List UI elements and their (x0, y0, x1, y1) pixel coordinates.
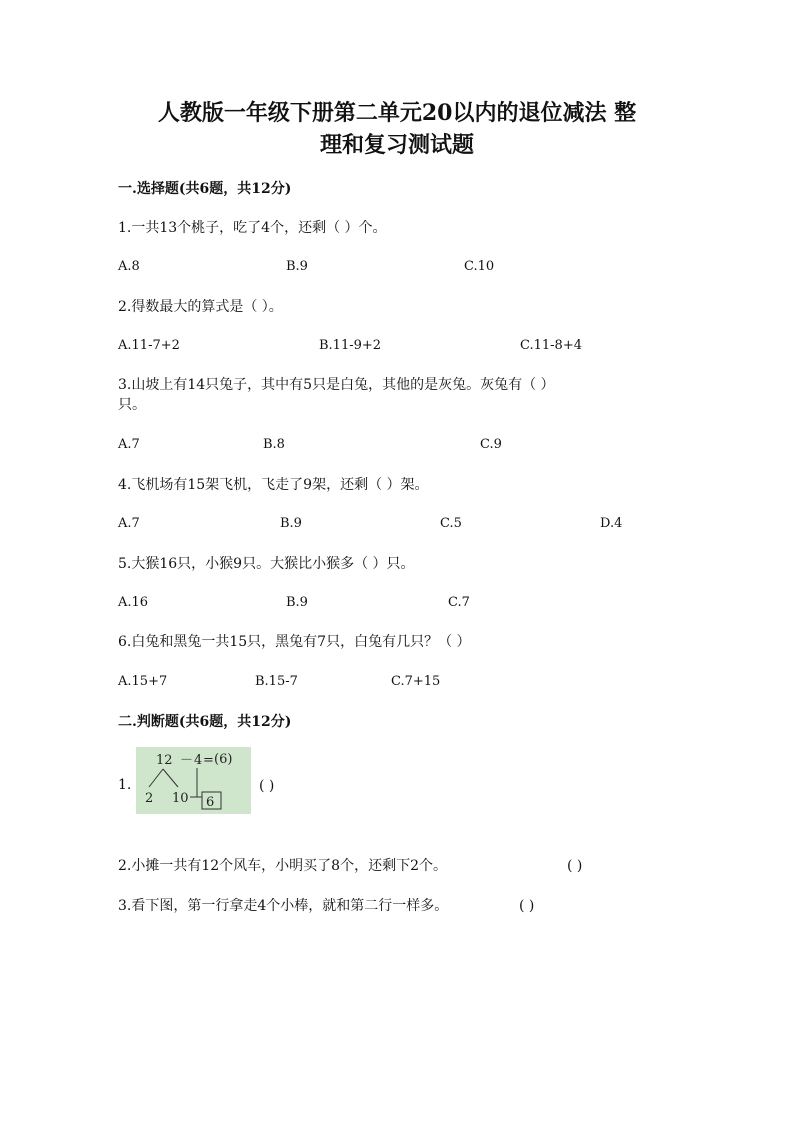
figure-num-4: 4 (194, 753, 203, 768)
question-4: 4.飞机场有15架飞机，飞走了9架，还剩（ ）架。 (118, 477, 429, 493)
figure-result: (6) (214, 752, 233, 767)
page-title-line-1: 人教版一年级下册第二单元20以内的退位减法 整 (157, 100, 637, 126)
q5-option-b: B.9 (286, 595, 308, 610)
q1-option-b: B.9 (286, 259, 308, 274)
judgment-1-number: 1. (118, 777, 132, 793)
section-heading-choice: 一.选择题(共6题，共12分) (118, 181, 292, 197)
judgment-1-blank: ( ) (259, 778, 275, 794)
q4-option-b: B.9 (280, 516, 302, 531)
q6-option-c: C.7+15 (391, 674, 441, 689)
q1-option-c: C.10 (464, 259, 495, 274)
q2-option-b: B.11-9+2 (319, 338, 382, 353)
judgment-2: 2.小摊一共有12个风车，小明买了8个，还剩下2个。 (118, 858, 447, 874)
judgment-3: 3.看下图，第一行拿走4个小棒，就和第二行一样多。 (118, 898, 449, 914)
q4-option-a: A.7 (118, 516, 140, 531)
question-1: 1.一共13个桃子，吃了4个，还剩（ ）个。 (118, 220, 387, 236)
q2-option-a: A.11-7+2 (118, 338, 180, 353)
section-heading-judgment: 二.判断题(共6题，共12分) (118, 714, 292, 730)
q3-option-a: A.7 (118, 437, 140, 452)
figure-branch-left (149, 769, 163, 787)
question-5: 5.大猴16只，小猴9只。大猴比小猴多（ ）只。 (118, 556, 415, 572)
q5-option-a: A.16 (118, 595, 149, 610)
q3-option-b: B.8 (263, 437, 285, 452)
subtraction-diagram (136, 747, 251, 814)
q3-option-c: C.9 (480, 437, 502, 452)
question-6: 6.白兔和黑兔一共15只，黑兔有7只，白兔有几只？（ ） (118, 634, 471, 650)
page-title-line-2: 理和复习测试题 (319, 132, 474, 158)
q6-option-b: B.15-7 (255, 674, 298, 689)
figure-equals: = (203, 753, 214, 768)
q4-option-d: D.4 (600, 516, 623, 531)
figure-split-2: 2 (145, 791, 154, 806)
subtraction-figure (136, 747, 251, 814)
judgment-3-blank: ( ) (519, 898, 535, 914)
figure-branch-right (163, 769, 178, 787)
q2-option-c: C.11-8+4 (520, 338, 582, 353)
question-2: 2.得数最大的算式是（ ）。 (118, 299, 283, 315)
q1-option-a: A.8 (118, 259, 140, 274)
figure-boxed-6: 6 (206, 795, 215, 810)
q4-option-c: C.5 (440, 516, 462, 531)
question-3-continued: 只。 (118, 397, 146, 413)
figure-num-12: 12 (156, 753, 173, 768)
figure-split-10: 10 (172, 791, 189, 806)
q6-option-a: A.15+7 (118, 674, 168, 689)
judgment-2-blank: ( ) (567, 858, 583, 874)
q5-option-c: C.7 (448, 595, 470, 610)
figure-minus: － (180, 753, 194, 768)
question-3: 3.山坡上有14只兔子，其中有5只是白兔，其他的是灰兔。灰兔有（ ） (118, 377, 555, 393)
